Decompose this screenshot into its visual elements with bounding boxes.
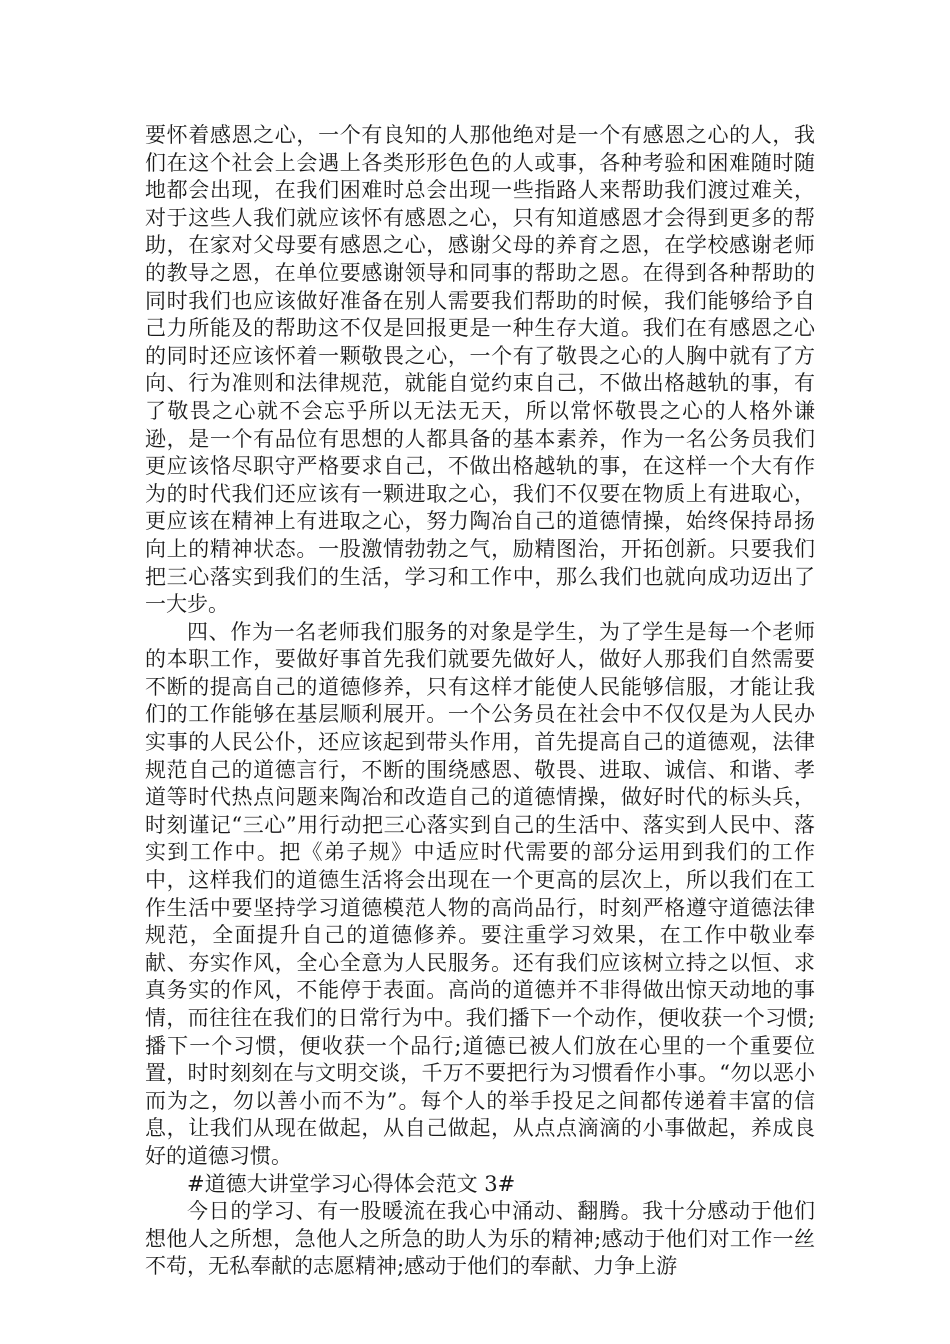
paragraph-gratitude: 要怀着感恩之心，一个有良知的人那他绝对是一个有感恩之心的人，我们在这个社会上会遇上各类形形色色的人或事，各种考验和困难随时随地都会出现，在我们困难时总会出现一些指路人来帮助我们渡过难关，对于这些人我们就应该怀有感恩之心，只有知道感恩才会得到更多的帮助，在家对父母要有感恩之心，感谢父母的养育之恩，在学校感谢老师的教导之恩，在单位要感谢领导和同事的帮助之恩。在得到各种帮助的同时我们也应该做好准备在别人需要我们帮助的时候，我们能够给予自己力所能及的帮助这不仅是回报更是一种生存大道。我们在有感恩之心的同时还应该怀着一颗敬畏之心，一个有了敬畏之心的人胸中就有了方向、行为准则和法律规范，就能自觉约束自己，不做出格越轨的事，有了敬畏之心就不会忘乎所以无法无天，所以常怀敬畏之心的人格外谦逊，是一个有品位有思想的人都具备的基本素养，作为一名公务员我们更应该恪尽职守严格要求自己，不做出格越轨的事，在这样一个大有作为的时代我们还应该有一颗进取之心，我们不仅要在物质上有进取心，更应该在精神上有进取之心，努力陶冶自己的道德情操，始终保持昂扬向上的精神状态。一股激情勃勃之气，励精图治，开拓创新。只要我们把三心落实到我们的生活，学习和工作中，那么我们也就向成功迈出了一大步。 [145, 123, 815, 617]
paragraph-section-four: 四、作为一名老师我们服务的对象是学生，为了学生是每一个老师的本职工作，要做好事首先我们就要先做好人，做好人那我们自然需要不断的提高自己的道德修养，只有这样才能使人民能够信服，才能让我们的工作能够在基层顺利展开。一个公务员在社会中不仅仅是为人民办实事的人民公仆，还应该起到带头作用，首先提高自己的道德观，法律规范自己的道德言行，不断的围绕感恩、敬畏、进取、诚信、和谐、孝道等时代热点问题来陶冶和改造自己的道德情操，做好时代的标头兵，时刻谨记“三心”用行动把三心落实到自己的生活中、落实到人民中、落实到工作中。把《弟子规》中适应时代需要的部分运用到我们的工作中，这样我们的道德生活将会出现在一个更高的层次上，所以我们在工作生活中要坚持学习道德模范人物的高尚品行，时刻严格遵守道德法律规范，全面提升自己的道德修养。要注重学习效果，在工作中敬业奉献、夯实作风，全心全意为人民服务。还有我们应该树立持之以恒、求真务实的作风，不能停于表面。高尚的道德并不非得做出惊天动地的事情，而往往在我们的日常行为中。我们播下一个动作，便收获一个习惯;播下一个习惯，便收获一个品行;道德已被人们放在心里的一个重要位置，时时刻刻在与文明交谈，千万不要把行为习惯看作小事。“勿以恶小而为之，勿以善小而不为”。每个人的举手投足之间都传递着丰富的信息，让我们从现在做起，从自己做起，从点点滴滴的小事做起，养成良好的道德习惯。 [145, 619, 815, 1168]
section-heading: #道德大讲堂学习心得体会范文 3# [187, 1171, 516, 1196]
paragraph-study-reflection: 今日的学习、有一股暖流在我心中涌动、翻腾。我十分感动于他们想他人之所想，急他人之所急的助人为乐的精神;感动于他们对工作一丝不苟，无私奉献的志愿精神;感动于他们的奉献、力争上游 [145, 1199, 815, 1279]
document-body [145, 122, 815, 1281]
